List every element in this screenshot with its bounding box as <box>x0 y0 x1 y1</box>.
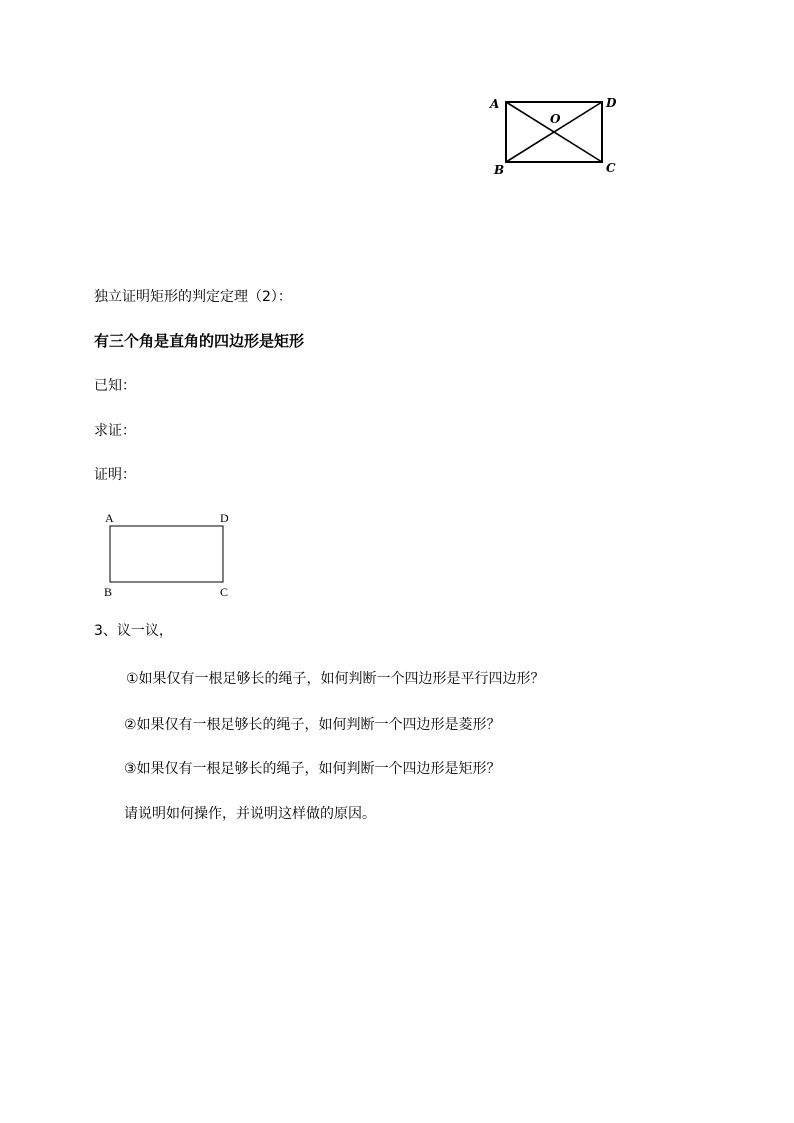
discussion-item: ①如果仅有一根足够长的绳子，如何判断一个四边形是平行四边形？ <box>126 671 545 687</box>
label-c: C <box>606 161 616 175</box>
discussion-heading: 3、议一议， <box>94 623 173 639</box>
label-c: C <box>220 585 229 599</box>
intro-line: 独立证明矩形的判定定理（2）： <box>94 289 292 305</box>
theorem-statement: 有三个角是直角的四边形是矩形 <box>94 332 305 350</box>
label-b: B <box>494 163 505 177</box>
discussion-item: ②如果仅有一根足够长的绳子，如何判断一个四边形是菱形？ <box>124 717 501 733</box>
label-d: D <box>220 511 229 525</box>
label-a: A <box>105 511 114 525</box>
rectangle-diagram <box>96 508 246 604</box>
discussion-item: ③如果仅有一根足够长的绳子，如何判断一个四边形是矩形？ <box>124 761 501 777</box>
given-label: 已知： <box>94 378 136 394</box>
rectangle-abcd-plain <box>110 526 223 582</box>
label-a: A <box>490 97 500 111</box>
rectangle-diagram-with-diagonals <box>486 92 626 182</box>
discussion-instruction: 请说明如何操作，并说明这样做的原因。 <box>124 806 376 822</box>
prove-label: 求证： <box>94 423 136 439</box>
label-o: O <box>550 112 561 126</box>
label-b: B <box>104 585 113 599</box>
proof-label: 证明： <box>94 467 136 483</box>
label-d: D <box>606 96 617 110</box>
